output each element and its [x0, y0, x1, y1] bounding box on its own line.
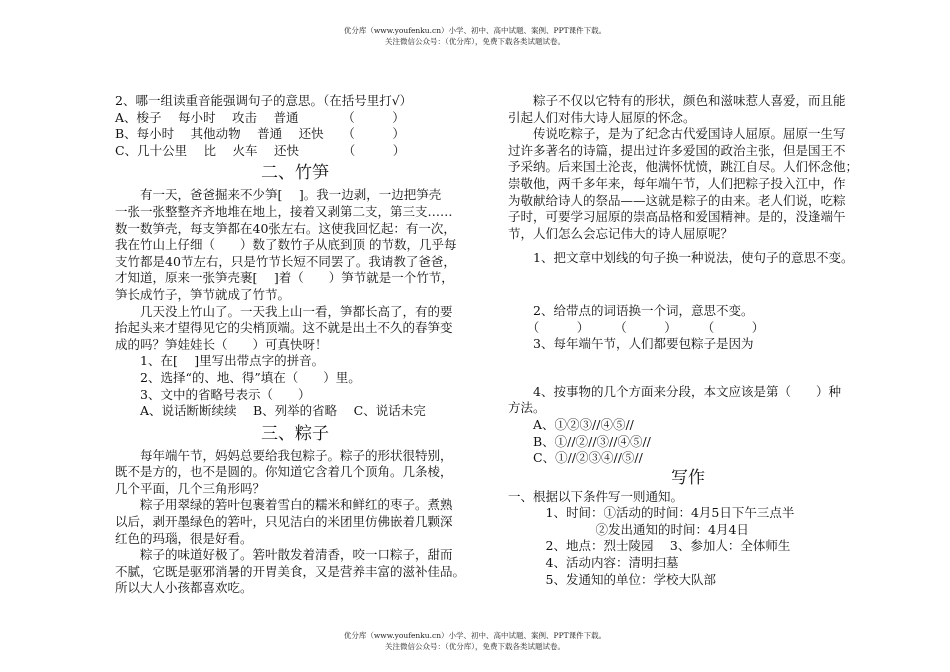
- s3-line: 所以大人小孩都喜欢吃。: [115, 580, 253, 596]
- writing-body: [508, 489, 868, 589]
- q4-option-c: C、①//②③④//⑤//: [508, 450, 643, 466]
- passage-line: 过许多著名的诗篇，提出过许多爱国的政治主张，但是国王不: [508, 142, 846, 158]
- s3-line: 既不是方的，也不是圆的。你知道它含着几个顶角。几条棱，: [115, 464, 453, 480]
- q4-option-a: A、①②③//④⑤//: [508, 416, 634, 432]
- q2-option-b: B、每小时 其他动物 普通 还快 （ ）: [115, 126, 405, 142]
- passage-line: 引起人们对伟大诗人屈原的怀念。: [508, 109, 696, 125]
- right-question-2: 2、给带点的词语换一个词，意思不变。: [508, 302, 754, 318]
- footer-line-1: 优分库（www.youfenku.cn）小学、初中、高中试题、案例、PPT课件下载。: [343, 631, 607, 640]
- s3-line: 每年端午节，妈妈总要给我包粽子。粽子的形状很特别，: [115, 447, 453, 463]
- q4-option-b: B、①//②//③//④⑤//: [508, 433, 651, 449]
- s3-line: 红色的玛瑙，很是好看。: [115, 530, 253, 546]
- writing-line: 2、地点：烈士陵园 3、参加人：全体师生: [508, 538, 791, 554]
- s2-line: 才知道，原来一张笋壳裹[ ]着（ ）笋节就是一个竹节，: [115, 270, 454, 286]
- s2-line: 支竹都是40节左右，只是竹节长短不同罢了。我请教了爸爸，: [115, 253, 456, 269]
- writing-line: 1、时间：①活动的时间：4月5日下午三点半: [508, 505, 795, 521]
- passage-line: 为敬献给诗人的祭品——这就是粽子的由来。老人们说，吃粽: [508, 192, 846, 208]
- passage-continued: [508, 93, 868, 242]
- page-footer: [0, 630, 950, 652]
- writing-title: 写作: [671, 467, 705, 488]
- footer-line-2: 关注微信公众号：（优分库），免费下载各类试题试卷。: [385, 642, 565, 651]
- passage-line: 予采纳。后来国土沦丧，他满怀忧愤，跳江自尽。人们怀念他；: [508, 159, 859, 175]
- q2-option-a: A、梭子 每小时 攻击 普通 （ ）: [115, 109, 405, 125]
- right-question-3: 3、每年端午节，人们都要包粽子是因为: [508, 336, 754, 352]
- section-2-title: 二、竹笋: [261, 163, 329, 184]
- passage-line: 粽子不仅以它特有的形状，颜色和滋味惹人喜爱，而且能: [508, 93, 846, 108]
- right-question-1: 1、把文章中划线的句子换一种说法，使句子的意思不变。: [508, 250, 854, 266]
- q2-option-c: C、几十公里 比 火车 还快 （ ）: [115, 142, 406, 158]
- writing-line: ②发出通知的时间：4月4日: [508, 521, 749, 537]
- right-question-4-cont: 方法。: [508, 400, 546, 416]
- s2-question: 2、选择“的、地、得”填在（ ）里。: [115, 369, 361, 385]
- section-3-body: [115, 448, 475, 597]
- s2-line: 笋长成竹子，笋节就成了竹节。: [115, 286, 291, 302]
- s2-line: 一张一张整整齐齐地堆在地上，接着又剥第二支，第三支……: [115, 203, 453, 219]
- s2-line: 数一数笋壳，每支笋都在40张左右。这使我回忆起：有一次，: [115, 220, 456, 236]
- s2-line: 抬起头来才望得见它的尖梢顶端。这不就是出土不久的春笋变: [115, 320, 453, 336]
- header-line-2: 关注微信公众号：（优分库），免费下载各类试题试卷。: [385, 37, 565, 46]
- passage-line: 子时，可要学习屈原的崇高品格和爱国精神。是的，没逢端午: [508, 209, 846, 225]
- header-line-1: 优分库（www.youfenku.cn）小学、初中、高中试题、案例、PPT课件下载。: [343, 26, 607, 35]
- writing-line: 5、发通知的单位：学校大队部: [508, 571, 716, 587]
- s3-line: 粽子用翠绿的箬叶包裹着雪白的糯米和鲜红的枣子。煮熟: [115, 497, 453, 513]
- passage-line: 节，人们怎么会忘记伟大的诗人屈原呢？: [508, 225, 734, 241]
- writing-line: 4、活动内容：清明扫墓: [508, 555, 679, 571]
- s3-line: 以后，剥开墨绿色的箬叶，只见洁白的米团里仿佛嵌着几颗深: [115, 514, 453, 530]
- section-3-title: 三、粽子: [261, 423, 329, 444]
- s2-line: 有一天，爸爸掘来不少笋[ ]。我一边剥，一边把笋壳: [115, 187, 442, 203]
- s2-line: 成的吗？笋娃娃长（ ）可真快呀！: [115, 336, 328, 352]
- page-header: [0, 25, 950, 47]
- right-column: [508, 93, 868, 588]
- q2-line: 2、哪一组读重音能强调句子的意思。（在括号里打√）: [115, 93, 413, 108]
- right-question-2-blanks: （ ） （ ） （ ）: [508, 319, 765, 335]
- s3-line: 几个平面，几个三角形吗？: [115, 480, 266, 496]
- writing-line: 一、根据以下条件写一则通知。: [508, 488, 684, 504]
- passage-line: 崇敬他，两千多年来，每年端午节，人们把粽子投入江中，作: [508, 175, 846, 191]
- s2-options: A、说话断断续续 B、列举的省略 C、说话未完: [115, 403, 426, 419]
- section-2-body: [115, 187, 475, 419]
- s3-line: 粽子的味道好极了。箬叶散发着清香，咬一口粽子，甜而: [115, 547, 453, 563]
- s2-question: 1、在[ ]里写出带点字的拼音。: [115, 353, 325, 369]
- left-column: [115, 93, 475, 597]
- question-2-group: [115, 93, 475, 159]
- passage-line: 传说吃粽子，是为了纪念古代爱国诗人屈原。屈原一生写: [508, 126, 846, 142]
- s2-line: 我在竹山上仔细（ ）数了数竹子从底到顶 的节数，几乎每: [115, 237, 457, 253]
- s2-line: 几天没上竹山了。一天我上山一看，笋都长高了，有的要: [115, 303, 453, 319]
- s2-question: 3、文中的省略号表示（ ）: [115, 386, 311, 402]
- s3-line: 不腻，它既是驱邪消暑的开胃美食，又是营养丰富的滋补佳品。: [115, 563, 466, 579]
- right-question-4: 4、按事物的几个方面来分段，本文应该是第（ ）种: [508, 383, 841, 399]
